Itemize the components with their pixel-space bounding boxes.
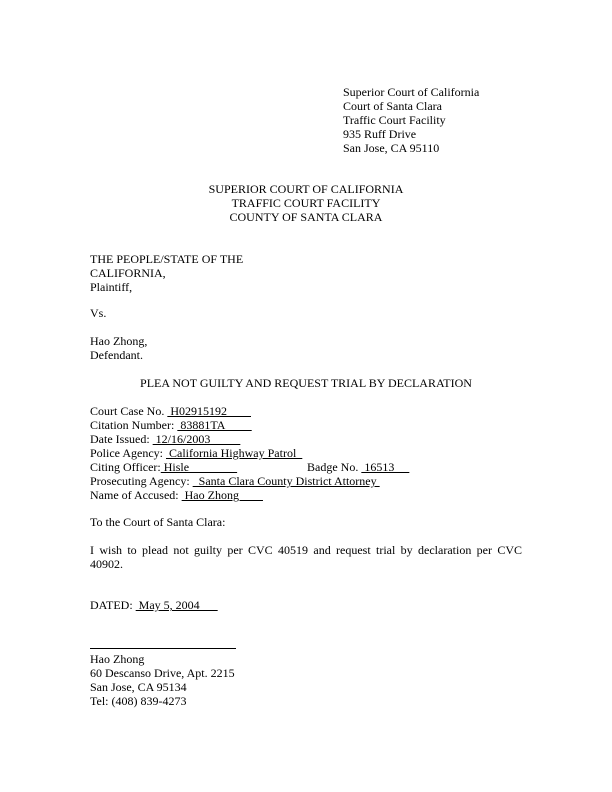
case-fields <box>90 404 410 502</box>
addressee-line: 935 Ruff Drive <box>343 127 417 141</box>
field-badge <box>307 460 409 474</box>
field-citation <box>90 418 380 432</box>
signature-line <box>90 648 236 649</box>
signature-block <box>90 652 235 708</box>
plaintiff-block <box>90 252 243 294</box>
salutation-text: To the Court of Santa Clara: <box>90 515 226 529</box>
plaintiff-line: CALIFORNIA, <box>90 266 166 280</box>
field-accused <box>90 488 380 502</box>
addressee-line: Court of Santa Clara <box>343 99 442 113</box>
body-paragraph <box>90 543 522 571</box>
field-officer <box>90 460 410 474</box>
field-value: California Highway Patrol <box>165 446 303 460</box>
field-case-no <box>90 404 380 418</box>
field-label: Citing Officer: <box>90 460 161 474</box>
dated-value: May 5, 2004 <box>135 598 218 612</box>
field-value: 16513 <box>361 460 410 474</box>
field-value: H02915192 <box>167 404 251 418</box>
versus <box>90 306 106 320</box>
field-prosecuting-agency <box>90 474 380 488</box>
court-header-line: COUNTY OF SANTA CLARA <box>229 210 383 224</box>
addressee-line: Traffic Court Facility <box>343 113 446 127</box>
field-label: Police Agency: <box>90 446 163 460</box>
plaintiff-role: Plaintiff, <box>90 280 133 294</box>
field-label: Name of Accused: <box>90 488 179 502</box>
field-police-agency <box>90 446 380 460</box>
court-header-line: SUPERIOR COURT OF CALIFORNIA <box>208 182 404 196</box>
addressee-block <box>343 85 479 155</box>
addressee-line: Superior Court of California <box>343 85 480 99</box>
addressee-line: San Jose, CA 95110 <box>343 141 440 155</box>
signer-address: San Jose, CA 95134 <box>90 680 187 694</box>
field-label: Court Case No. <box>90 404 165 418</box>
field-value: Hao Zhong <box>181 488 263 502</box>
body-line: 40902. <box>90 557 123 571</box>
field-date-issued <box>90 432 380 446</box>
field-value: Santa Clara County District Attorney <box>192 474 380 488</box>
signer-address: 60 Descanso Drive, Apt. 2215 <box>90 666 235 680</box>
dated-line <box>90 598 218 612</box>
field-label: Badge No. <box>307 460 359 474</box>
defendant-name: Hao Zhong, <box>90 334 148 348</box>
signer-phone: Tel: (408) 839-4273 <box>90 694 187 708</box>
field-value: 12/16/2003 <box>152 432 241 446</box>
field-value: 83881TA <box>177 418 252 432</box>
court-header <box>0 182 612 224</box>
field-label: Date Issued: <box>90 432 150 446</box>
field-value: Hisle <box>160 460 238 474</box>
signer-name: Hao Zhong <box>90 652 145 666</box>
body-line: I wish to plead not guilty per CVC 40519 and request trial by declaration per CVC <box>90 543 522 557</box>
document-title-text: PLEA NOT GUILTY AND REQUEST TRIAL BY DECLARATION <box>140 376 472 390</box>
plaintiff-line: THE PEOPLE/STATE OF THE <box>90 252 244 266</box>
defendant-role: Defendant. <box>90 348 143 362</box>
salutation <box>90 515 225 529</box>
field-label: Prosecuting Agency: <box>90 474 190 488</box>
court-header-line: TRAFFIC COURT FACILITY <box>231 196 381 210</box>
field-label: Citation Number: <box>90 418 175 432</box>
document-title <box>0 376 612 390</box>
defendant-block <box>90 334 147 362</box>
versus-text: Vs. <box>90 306 107 320</box>
dated-label: DATED: <box>90 598 133 612</box>
